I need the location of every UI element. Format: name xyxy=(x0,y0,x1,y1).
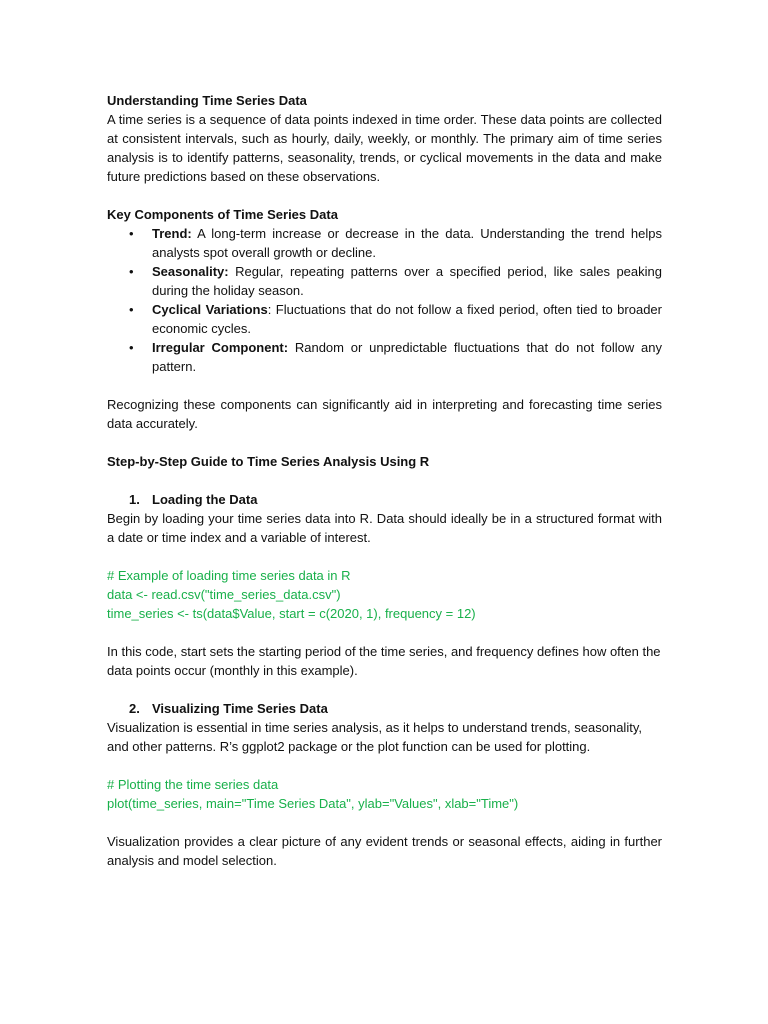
paragraph-recognizing: Recognizing these components can significantly aid in interpreting and forecasting time series data accurately. xyxy=(107,397,662,431)
paragraph-loading-intro: Begin by loading your time series data into R. Data should ideally be in a structured format with a date or time index and a variable of interest. xyxy=(107,511,662,545)
description-trend: A long-term increase or decrease in the data. Understanding the trend helps analysts spot overall growth or decline. xyxy=(152,226,662,260)
list-item-trend xyxy=(107,224,662,262)
paragraph-visualizing-summary: Visualization provides a clear picture of any evident trends or seasonal effects, aiding in further analysis and model selection. xyxy=(107,834,662,868)
spacer xyxy=(107,813,662,832)
step-number: 1. xyxy=(129,492,140,507)
step-title: Visualizing Time Series Data xyxy=(152,701,328,716)
paragraph-visualizing-intro: Visualization is essential in time series analysis, as it helps to understand trends, seasonality, and other patterns. R’s ggplot2 package or the plot function can be used for plotting. xyxy=(107,720,642,754)
step-title: Loading the Data xyxy=(152,492,258,507)
spacer xyxy=(107,376,662,395)
document-page xyxy=(107,91,662,870)
list-item-seasonality xyxy=(107,262,662,300)
code-line: plot(time_series, main="Time Series Data", ylab="Values", xlab="Time") xyxy=(107,796,519,811)
bullet-icon: • xyxy=(129,302,134,317)
bullet-icon: • xyxy=(129,226,134,241)
list-item-irregular xyxy=(107,338,662,376)
paragraph-intro: A time series is a sequence of data points indexed in time order. These data points are collected at consistent intervals, such as hourly, daily, weekly, or monthly. The primary aim of time series analysis is to identify patterns, seasonality, trends, or cyclical movements in the data and make future predictions based on these observations. xyxy=(107,112,662,184)
spacer xyxy=(107,680,662,699)
term-trend: Trend: xyxy=(152,226,192,241)
description-cyclical: : Fluctuations that do not follow a fixed period, often tied to broader economic cycles. xyxy=(152,302,662,336)
term-irregular: Irregular Component: xyxy=(152,340,289,355)
step-heading-loading xyxy=(107,490,662,509)
code-block-plotting xyxy=(107,775,662,813)
spacer xyxy=(107,471,662,490)
bullet-icon: • xyxy=(129,340,134,355)
components-list xyxy=(107,224,662,376)
code-block-loading xyxy=(107,566,662,623)
step-heading-visualizing xyxy=(107,699,662,718)
spacer xyxy=(107,547,662,566)
description-seasonality: Regular, repeating patterns over a specified period, like sales peaking during the holiday season. xyxy=(152,264,662,298)
spacer xyxy=(107,186,662,205)
spacer xyxy=(107,623,662,642)
spacer xyxy=(107,433,662,452)
code-line: # Plotting the time series data xyxy=(107,777,279,792)
step-number: 2. xyxy=(129,701,140,716)
code-line: # Example of loading time series data in R xyxy=(107,568,351,583)
description-irregular: Random or unpredictable fluctuations that do not follow any pattern. xyxy=(152,340,662,374)
section-heading-key-components: Key Components of Time Series Data xyxy=(107,207,338,222)
term-cyclical: Cyclical Variations xyxy=(152,302,268,317)
paragraph-loading-explanation: In this code, start sets the starting period of the time series, and frequency defines how often the data points occur (monthly in this example). xyxy=(107,644,661,678)
term-seasonality: Seasonality: xyxy=(152,264,229,279)
list-item-cyclical xyxy=(107,300,662,338)
code-line: time_series <- ts(data$Value, start = c(2020, 1), frequency = 12) xyxy=(107,606,476,621)
section-heading-step-by-step: Step-by-Step Guide to Time Series Analysis Using R xyxy=(107,454,430,469)
section-heading-understanding: Understanding Time Series Data xyxy=(107,93,307,108)
code-line: data <- read.csv("time_series_data.csv") xyxy=(107,587,341,602)
spacer xyxy=(107,756,662,775)
bullet-icon: • xyxy=(129,264,134,279)
